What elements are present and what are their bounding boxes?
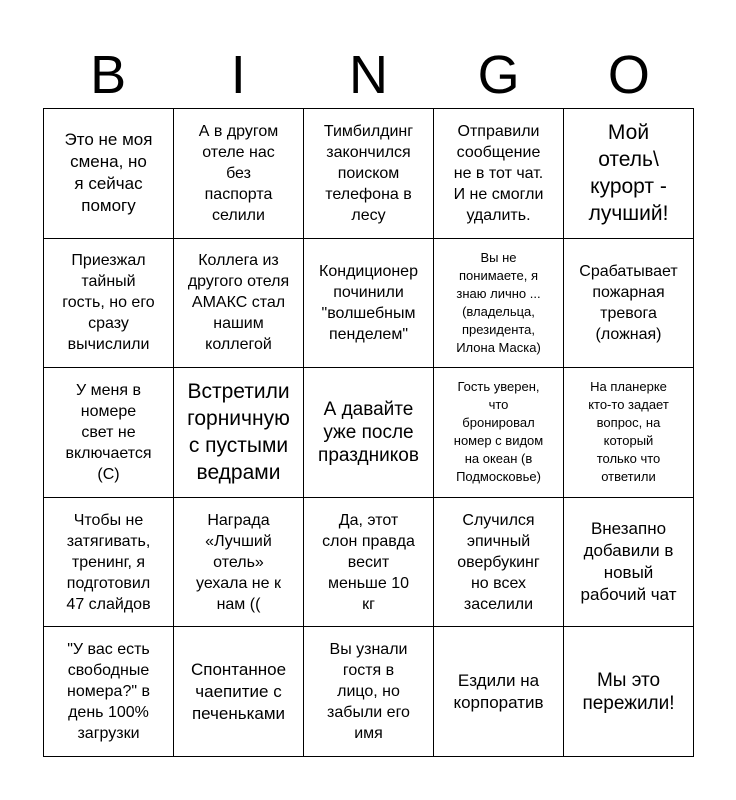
cell-text: На планерке кто-то задает вопрос, на который только что ответили xyxy=(588,379,669,485)
cell-text: А в другом отеле нас без паспорта селили xyxy=(198,122,279,224)
cell-text: У меня в номере свет не включается (С) xyxy=(65,381,152,483)
header-letter-g: G xyxy=(477,45,520,105)
bingo-cell-r1-c3[interactable] xyxy=(304,109,434,239)
bingo-cell-r5-c5[interactable] xyxy=(564,627,694,757)
bingo-cell-r2-c4[interactable] xyxy=(434,239,564,369)
bingo-cell-r5-c3[interactable] xyxy=(304,627,434,757)
bingo-cell-r2-c5[interactable] xyxy=(564,239,694,369)
bingo-header xyxy=(43,42,694,108)
cell-text: Спонтанное чаепитие с печеньками xyxy=(190,659,287,723)
bingo-cell-r2-c2[interactable] xyxy=(174,239,304,369)
cell-text: Вы узнали гостя в лицо, но забыли его имя xyxy=(327,641,410,743)
cell-text: Срабатывает пожарная тревога (ложная) xyxy=(579,262,678,343)
bingo-cell-r4-c3[interactable] xyxy=(304,498,434,628)
header-letter-n: N xyxy=(348,45,388,105)
cell-text: Чтобы не затягивать, тренинг, я подготовил 47 слайдов xyxy=(66,511,151,613)
bingo-cell-r3-c1[interactable] xyxy=(44,368,174,498)
cell-text: Коллега из другого отеля АМАКС стал нашим коллегой xyxy=(187,252,290,354)
bingo-cell-r3-c3[interactable] xyxy=(304,368,434,498)
cell-text: Встретили горничную с пустыми ведрами xyxy=(187,380,290,485)
bingo-cell-r5-c1[interactable] xyxy=(44,627,174,757)
cell-text: Это не моя смена, но я сейчас помогу xyxy=(64,130,153,216)
bingo-cell-r4-c5[interactable] xyxy=(564,498,694,628)
bingo-cell-r4-c2[interactable] xyxy=(174,498,304,628)
bingo-cell-r3-c5[interactable] xyxy=(564,368,694,498)
header-letter-i: I xyxy=(230,45,246,105)
bingo-cell-r1-c5[interactable] xyxy=(564,109,694,239)
cell-text: Ездили на корпоратив xyxy=(453,670,544,712)
cell-text: Награда «Лучший отель» уехала не к нам (( xyxy=(196,511,281,613)
bingo-cell-r1-c2[interactable] xyxy=(174,109,304,239)
bingo-cell-r5-c2[interactable] xyxy=(174,627,304,757)
cell-text: Случился эпичный овербукинг но всех заселили xyxy=(457,511,540,613)
header-letter-b: B xyxy=(90,45,127,105)
cell-text: "У вас есть свободные номера?" в день 100% загрузки xyxy=(67,641,150,743)
cell-text: Вы не понимаете, я знаю лично ... (владельца, президента, Илона Маска) xyxy=(456,249,541,355)
bingo-cell-r2-c3[interactable] xyxy=(304,239,434,369)
bingo-cell-r5-c4[interactable] xyxy=(434,627,564,757)
cell-text: Приезжал тайный гость, но его сразу вычислили xyxy=(62,252,155,354)
cell-text: Мы это пережили! xyxy=(582,669,675,714)
header-letter-o: O xyxy=(607,45,650,105)
bingo-cell-r4-c1[interactable] xyxy=(44,498,174,628)
bingo-cell-r2-c1[interactable] xyxy=(44,239,174,369)
bingo-cell-r3-c2[interactable] xyxy=(174,368,304,498)
cell-text: А давайте уже после праздников xyxy=(318,398,419,466)
cell-text: Гость уверен, что бронировал номер с видом на океан (в Подмосковье) xyxy=(453,379,544,485)
bingo-cell-r3-c4[interactable] xyxy=(434,368,564,498)
cell-text: Тимбилдинг закончился поиском телефона в лесу xyxy=(323,122,414,224)
cell-text: Внезапно добавили в новый рабочий чат xyxy=(580,519,677,605)
cell-text: Отправили сообщение не в тот чат. И не смогли удалить. xyxy=(453,122,544,224)
cell-text: Мой отель\ курорт - лучший! xyxy=(588,121,669,226)
cell-text: Кондиционер починили "волшебным пенделем" xyxy=(319,262,418,343)
bingo-cell-r1-c1[interactable] xyxy=(44,109,174,239)
bingo-cell-r4-c4[interactable] xyxy=(434,498,564,628)
bingo-grid xyxy=(43,108,694,757)
cell-text: Да, этот слон правда весит меньше 10 кг xyxy=(322,511,415,613)
bingo-cell-r1-c4[interactable] xyxy=(434,109,564,239)
